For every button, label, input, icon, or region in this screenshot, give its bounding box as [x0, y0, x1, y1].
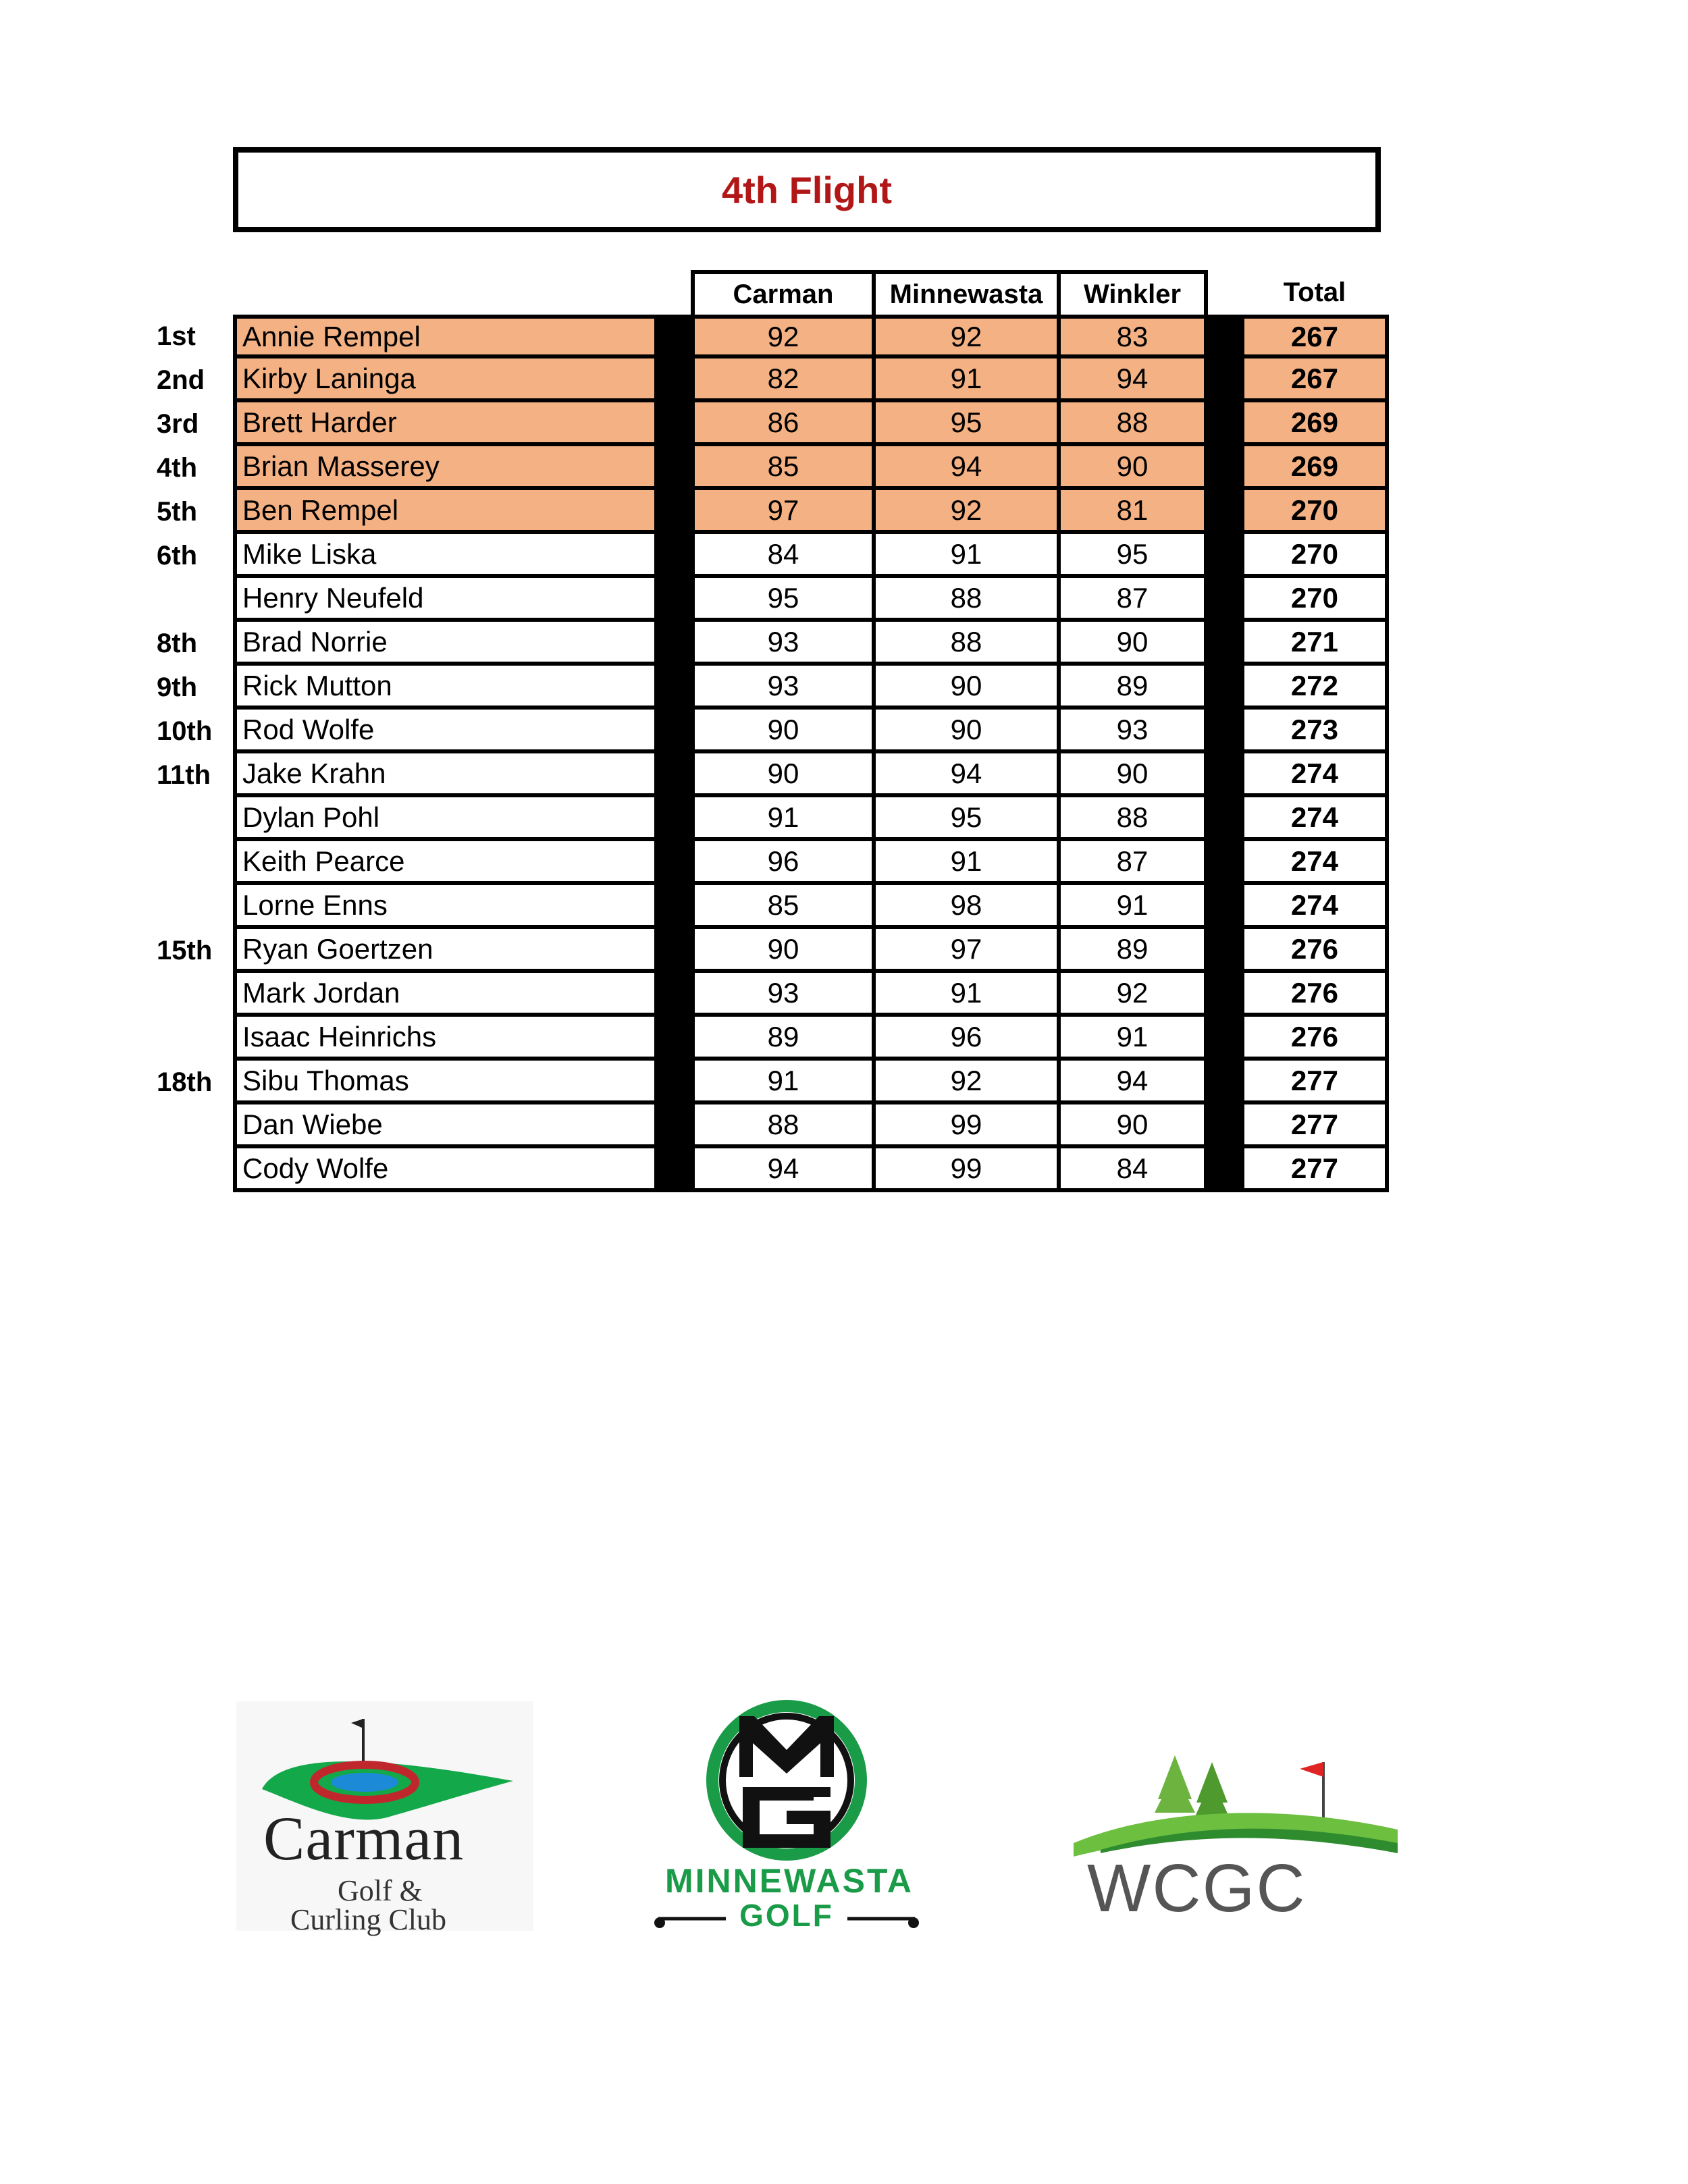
separator — [1208, 490, 1240, 534]
score-minnewasta: 91 — [876, 534, 1061, 578]
table-row — [155, 666, 1389, 710]
score-total: 277 — [1240, 1148, 1389, 1192]
separator — [658, 666, 691, 710]
score-total: 274 — [1240, 797, 1389, 841]
score-total: 269 — [1240, 402, 1389, 446]
score-total: 267 — [1240, 358, 1389, 402]
player-name: Kirby Laninga — [233, 358, 658, 402]
rank-label — [155, 797, 233, 841]
score-carman: 97 — [691, 490, 876, 534]
sponsor-logos — [0, 1701, 1688, 1944]
separator — [1208, 446, 1240, 490]
header-row — [155, 270, 1389, 315]
score-winkler: 90 — [1061, 753, 1208, 797]
score-winkler: 84 — [1061, 1148, 1208, 1192]
col-header-carman: Carman — [691, 270, 876, 315]
rank-label: 11th — [157, 760, 211, 790]
score-carman: 90 — [691, 710, 876, 753]
separator — [1208, 885, 1240, 929]
score-carman: 86 — [691, 402, 876, 446]
score-total: 270 — [1240, 490, 1389, 534]
score-carman: 96 — [691, 841, 876, 885]
player-name: Isaac Heinrichs — [233, 1017, 658, 1061]
trees-flag-icon — [1074, 1749, 1398, 1863]
rank-label — [155, 1017, 233, 1061]
score-minnewasta: 92 — [876, 490, 1061, 534]
separator — [658, 622, 691, 666]
player-name: Dan Wiebe — [233, 1104, 658, 1148]
score-carman: 82 — [691, 358, 876, 402]
player-name: Henry Neufeld — [233, 578, 658, 622]
score-carman: 90 — [691, 929, 876, 973]
rank-label: 15th — [157, 936, 213, 965]
score-carman: 88 — [691, 1104, 876, 1148]
score-winkler: 93 — [1061, 710, 1208, 753]
score-carman: 94 — [691, 1148, 876, 1192]
rank-label: 2nd — [157, 365, 205, 395]
separator — [1208, 1017, 1240, 1061]
score-total: 271 — [1240, 622, 1389, 666]
rank-label: 5th — [157, 497, 197, 527]
wcgc-logo-name: WCGC — [1087, 1850, 1307, 1926]
score-winkler: 95 — [1061, 534, 1208, 578]
score-minnewasta: 91 — [876, 358, 1061, 402]
table-row — [155, 578, 1389, 622]
rank-label: 6th — [157, 541, 197, 570]
score-carman: 85 — [691, 446, 876, 490]
score-total: 269 — [1240, 446, 1389, 490]
flight-title: 4th Flight — [233, 147, 1381, 232]
table-row — [155, 710, 1389, 753]
col-header-winkler: Winkler — [1061, 270, 1208, 315]
separator — [658, 1104, 691, 1148]
score-minnewasta: 88 — [876, 622, 1061, 666]
score-minnewasta: 91 — [876, 841, 1061, 885]
score-carman: 85 — [691, 885, 876, 929]
carman-logo-line2: Curling Club — [290, 1903, 447, 1936]
score-total: 274 — [1240, 885, 1389, 929]
table-row — [155, 1017, 1389, 1061]
score-minnewasta: 90 — [876, 710, 1061, 753]
separator — [658, 929, 691, 973]
results-table — [155, 270, 1389, 1192]
table-row — [155, 402, 1389, 446]
score-minnewasta: 92 — [876, 1061, 1061, 1104]
score-winkler: 89 — [1061, 929, 1208, 973]
separator — [1208, 358, 1240, 402]
separator — [658, 885, 691, 929]
score-minnewasta: 98 — [876, 885, 1061, 929]
score-winkler: 83 — [1061, 315, 1208, 358]
separator — [658, 1148, 691, 1192]
score-minnewasta: 88 — [876, 578, 1061, 622]
separator — [658, 446, 691, 490]
score-carman: 93 — [691, 666, 876, 710]
separator — [658, 1017, 691, 1061]
rank-label — [155, 885, 233, 929]
separator — [1208, 753, 1240, 797]
separator — [1208, 315, 1240, 358]
score-total: 273 — [1240, 710, 1389, 753]
rank-label — [155, 841, 233, 885]
score-carman: 91 — [691, 797, 876, 841]
score-minnewasta: 92 — [876, 315, 1061, 358]
score-total: 277 — [1240, 1061, 1389, 1104]
separator — [658, 973, 691, 1017]
mg-monogram-icon — [652, 1696, 922, 1865]
table-row — [155, 490, 1389, 534]
table-row — [155, 315, 1389, 358]
table-row — [155, 797, 1389, 841]
separator — [1208, 797, 1240, 841]
score-total: 267 — [1240, 315, 1389, 358]
wcgc-logo — [1074, 1749, 1398, 1924]
score-total: 274 — [1240, 753, 1389, 797]
separator — [1208, 929, 1240, 973]
table-row — [155, 622, 1389, 666]
separator — [1208, 578, 1240, 622]
table-row — [155, 929, 1389, 973]
separator — [658, 402, 691, 446]
player-name: Annie Rempel — [233, 315, 658, 358]
rank-label: 9th — [157, 672, 197, 702]
player-name: Ryan Goertzen — [233, 929, 658, 973]
separator — [1208, 1104, 1240, 1148]
separator — [1208, 710, 1240, 753]
score-winkler: 88 — [1061, 402, 1208, 446]
score-winkler: 91 — [1061, 885, 1208, 929]
rank-label: 18th — [157, 1067, 213, 1097]
score-carman: 84 — [691, 534, 876, 578]
separator — [1208, 1061, 1240, 1104]
player-name: Brad Norrie — [233, 622, 658, 666]
score-total: 272 — [1240, 666, 1389, 710]
score-carman: 92 — [691, 315, 876, 358]
minnewasta-logo — [652, 1696, 922, 1939]
score-winkler: 81 — [1061, 490, 1208, 534]
score-total: 277 — [1240, 1104, 1389, 1148]
score-winkler: 90 — [1061, 446, 1208, 490]
score-winkler: 92 — [1061, 973, 1208, 1017]
separator — [658, 841, 691, 885]
score-total: 270 — [1240, 578, 1389, 622]
score-minnewasta: 99 — [876, 1104, 1061, 1148]
score-minnewasta: 99 — [876, 1148, 1061, 1192]
table-row — [155, 1148, 1389, 1192]
separator — [1208, 841, 1240, 885]
col-header-total: Total — [1283, 277, 1346, 307]
separator — [1208, 402, 1240, 446]
separator — [1208, 534, 1240, 578]
score-total: 276 — [1240, 1017, 1389, 1061]
score-minnewasta: 94 — [876, 753, 1061, 797]
player-name: Dylan Pohl — [233, 797, 658, 841]
separator — [658, 797, 691, 841]
separator — [658, 315, 691, 358]
rank-label — [155, 1148, 233, 1192]
score-winkler: 90 — [1061, 1104, 1208, 1148]
separator — [658, 710, 691, 753]
score-winkler: 94 — [1061, 358, 1208, 402]
table-row — [155, 534, 1389, 578]
rank-label: 1st — [157, 321, 196, 351]
separator — [658, 358, 691, 402]
table-row — [155, 753, 1389, 797]
player-name: Brian Masserey — [233, 446, 658, 490]
score-carman: 93 — [691, 973, 876, 1017]
score-carman: 95 — [691, 578, 876, 622]
score-carman: 91 — [691, 1061, 876, 1104]
carman-logo-line1: Golf & — [338, 1874, 423, 1907]
rank-label: 3rd — [157, 409, 199, 439]
score-total: 274 — [1240, 841, 1389, 885]
score-winkler: 91 — [1061, 1017, 1208, 1061]
separator — [658, 534, 691, 578]
separator — [658, 578, 691, 622]
table-row — [155, 358, 1389, 402]
rank-label: 10th — [157, 716, 213, 746]
separator — [658, 490, 691, 534]
table-row — [155, 1061, 1389, 1104]
separator — [1208, 666, 1240, 710]
player-name: Rick Mutton — [233, 666, 658, 710]
rank-label: 4th — [157, 453, 197, 483]
player-name: Jake Krahn — [233, 753, 658, 797]
score-total: 270 — [1240, 534, 1389, 578]
score-minnewasta: 95 — [876, 797, 1061, 841]
separator — [1208, 1148, 1240, 1192]
score-carman: 89 — [691, 1017, 876, 1061]
score-total: 276 — [1240, 929, 1389, 973]
score-minnewasta: 90 — [876, 666, 1061, 710]
rank-label — [155, 578, 233, 622]
score-minnewasta: 94 — [876, 446, 1061, 490]
separator — [1208, 973, 1240, 1017]
table-row — [155, 841, 1389, 885]
separator — [658, 753, 691, 797]
score-winkler: 87 — [1061, 841, 1208, 885]
player-name: Ben Rempel — [233, 490, 658, 534]
player-name: Sibu Thomas — [233, 1061, 658, 1104]
score-minnewasta: 95 — [876, 402, 1061, 446]
player-name: Keith Pearce — [233, 841, 658, 885]
score-winkler: 88 — [1061, 797, 1208, 841]
score-winkler: 94 — [1061, 1061, 1208, 1104]
player-name: Lorne Enns — [233, 885, 658, 929]
player-name: Cody Wolfe — [233, 1148, 658, 1192]
rank-label — [155, 973, 233, 1017]
score-minnewasta: 97 — [876, 929, 1061, 973]
player-name: Rod Wolfe — [233, 710, 658, 753]
score-carman: 90 — [691, 753, 876, 797]
player-name: Brett Harder — [233, 402, 658, 446]
table-row — [155, 973, 1389, 1017]
table-row — [155, 1104, 1389, 1148]
score-minnewasta: 91 — [876, 973, 1061, 1017]
results-body — [155, 315, 1389, 1192]
minnewasta-logo-name: MINNEWASTA — [665, 1862, 914, 1900]
table-row — [155, 446, 1389, 490]
score-winkler: 89 — [1061, 666, 1208, 710]
score-total: 276 — [1240, 973, 1389, 1017]
table-row — [155, 885, 1389, 929]
score-carman: 93 — [691, 622, 876, 666]
separator — [658, 1061, 691, 1104]
player-name: Mike Liska — [233, 534, 658, 578]
player-name: Mark Jordan — [233, 973, 658, 1017]
rank-label — [155, 1104, 233, 1148]
score-winkler: 90 — [1061, 622, 1208, 666]
score-winkler: 87 — [1061, 578, 1208, 622]
separator — [1208, 622, 1240, 666]
carman-logo — [236, 1701, 533, 1936]
col-header-minnewasta: Minnewasta — [876, 270, 1061, 315]
score-minnewasta: 96 — [876, 1017, 1061, 1061]
carman-logo-name: Carman — [263, 1804, 465, 1873]
minnewasta-logo-golf: GOLF — [739, 1898, 834, 1933]
rank-label: 8th — [157, 629, 197, 658]
